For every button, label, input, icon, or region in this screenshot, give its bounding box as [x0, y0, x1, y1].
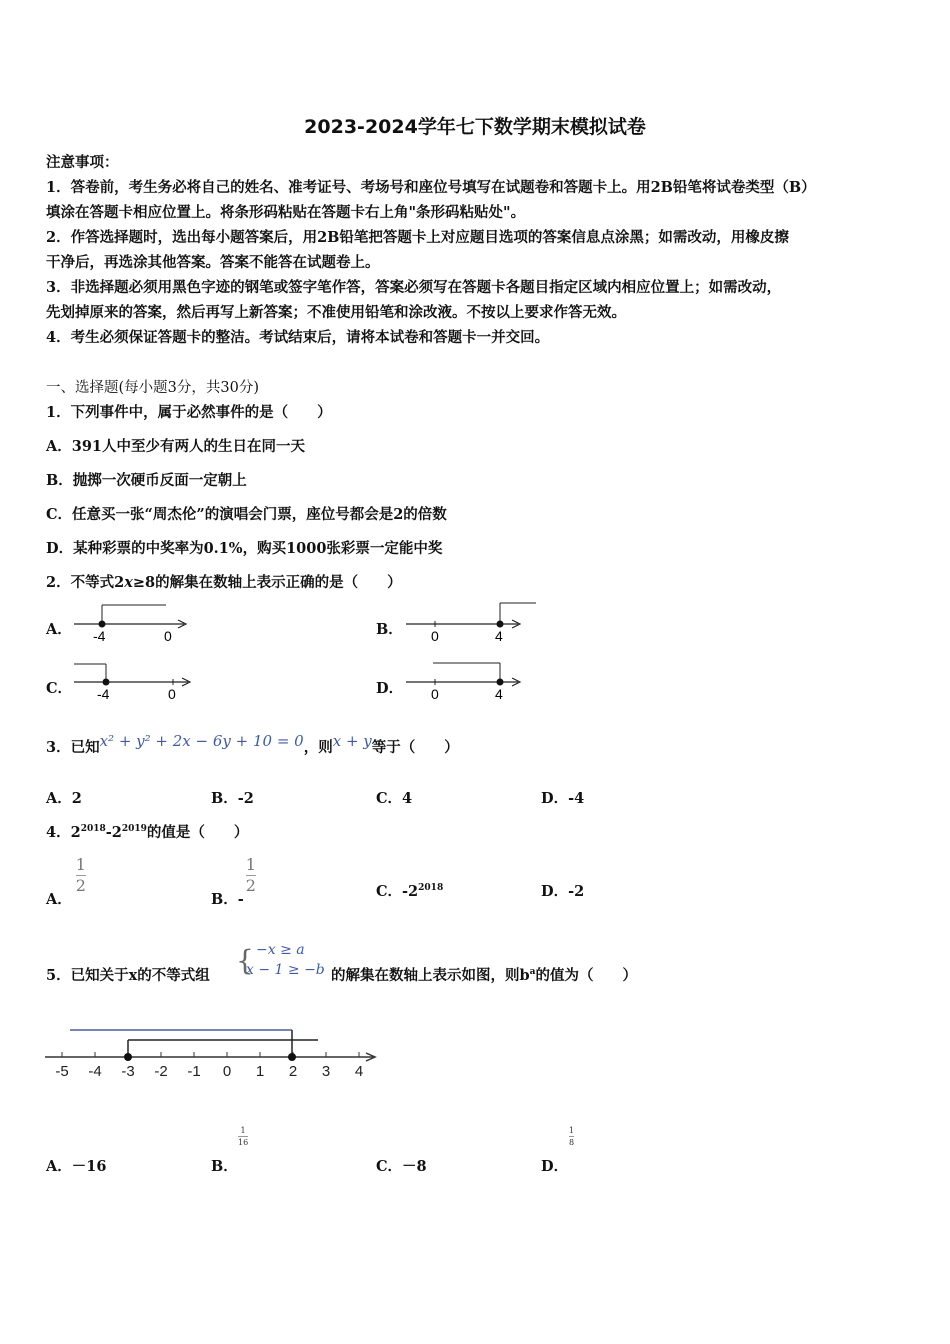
q3-option-a: A．2	[46, 790, 82, 807]
tick-label: 0	[431, 686, 439, 702]
tick-label: 0	[164, 628, 172, 644]
tick-label: -4	[93, 628, 106, 644]
q1-option-d: D．某种彩票的中奖率为0.1%，购买1000张彩票一定能中奖	[46, 540, 443, 557]
q4-option-c: C．$-2^{2018}$	[376, 883, 444, 900]
axis-tick-label: 2	[288, 1063, 298, 1080]
q3-option-c: C．4	[376, 790, 413, 807]
notice-line: 先划掉原来的答案，然后再写上新答案；不准使用铅笔和涂改液。不按以上要求作答无效。	[46, 304, 626, 321]
q5-option-c: C．－8	[376, 1158, 427, 1175]
q2-stem: 2．不等式2x≥8的解集在数轴上表示正确的是（ ）	[46, 574, 402, 591]
axis-tick-label: 4	[354, 1063, 364, 1080]
axis-tick-label: -4	[88, 1063, 102, 1080]
q4-stem: 4．$2^{2018}-2^{2019}$的值是（ ）	[46, 824, 249, 841]
axis-tick-label: -3	[121, 1063, 135, 1080]
notice-block	[46, 150, 816, 350]
q5-stem-post: 的解集在数轴上表示如图，则$b^a$的值为（ ）	[331, 967, 637, 984]
q3-option-b: B．-2	[211, 790, 254, 807]
tick-label: 0	[168, 686, 176, 702]
axis-tick-label: -2	[154, 1063, 168, 1080]
q2-label-d: D．	[376, 680, 404, 697]
q5-option-d-fraction: 1 8	[569, 1126, 575, 1147]
q2-numberline-a	[66, 598, 196, 648]
section-heading: 一、选择题(每小题3分，共30分)	[46, 380, 259, 396]
q3-option-d: D．-4	[541, 790, 585, 807]
notice-line: 3．非选择题必须用黑色字迹的钢笔或签字笔作答，答案必须写在答题卡各题目指定区域内相应位置上；如需改动，	[46, 279, 782, 296]
q2-numberline-c	[66, 656, 201, 706]
q5-option-b-label: B．	[211, 1158, 238, 1175]
notice-line: 2．作答选择题时，选出每小题答案后，用2B铅笔把答题卡上对应题目选项的答案信息点涂黑；如需改动，用橡皮擦	[46, 229, 789, 246]
q5-system: { −x ≥ a x − 1 ≥ −b	[236, 942, 325, 978]
q1-option-a: A．391人中至少有两人的生日在同一天	[46, 438, 306, 455]
axis-tick-label: 3	[321, 1063, 331, 1080]
q5-option-a: A．－16	[46, 1158, 107, 1175]
q5-stem-pre: 5．已知关于x的不等式组	[46, 967, 210, 984]
q2-label-c: C．	[46, 680, 73, 697]
q2-label-a: A．	[46, 621, 72, 638]
notice-line: 填涂在答题卡相应位置上。将条形码粘贴在答题卡右上角"条形码粘贴处"。	[46, 204, 526, 221]
tick-label: 0	[431, 628, 439, 644]
q1-stem: 1．下列事件中，属于必然事件的是（ ）	[46, 404, 332, 421]
notice-line: 4．考生必须保证答题卡的整洁。考试结束后，请将本试卷和答题卡一并交回。	[46, 329, 550, 346]
q5-inequality-2: x − 1 ≥ −b	[246, 962, 325, 978]
notice-line: 1．答卷前，考生务必将自己的姓名、准考证号、考场号和座位号填写在试题卷和答题卡上。用2B铅笔将试卷类型（B）	[46, 179, 816, 196]
q4-option-a: A．$\frac{1}{2}$	[46, 855, 86, 908]
notice-line: 干净后，再选涂其他答案。答案不能答在试题卷上。	[46, 254, 380, 271]
q4-option-b: B．$-\frac{1}{2}$	[211, 855, 256, 908]
tick-label: -4	[97, 686, 110, 702]
q1-option-b: B．抛掷一次硬币反面一定朝上	[46, 472, 247, 489]
tick-label: 4	[495, 686, 503, 702]
axis-tick-label: 1	[255, 1063, 265, 1080]
tick-label: 4	[495, 628, 503, 644]
axis-tick-label: 0	[222, 1063, 232, 1080]
notice-heading: 注意事项：	[46, 154, 119, 171]
q5-inequality-1: −x ≥ a	[256, 942, 305, 958]
q2-numberline-d	[400, 656, 530, 706]
q5-numberline	[40, 1020, 385, 1085]
q3-expression: x + y	[332, 732, 372, 750]
q3-stem: 3．已知x² + y² + 2x − 6y + 10 = 0，则x + y等于（ ）	[46, 732, 459, 756]
q5-option-d-label: D．	[541, 1158, 569, 1175]
q2-label-b: B．	[376, 621, 403, 638]
q5-option-b-fraction: 1 16	[238, 1126, 249, 1147]
q2-numberline-b	[400, 598, 540, 648]
axis-tick-label: -1	[187, 1063, 201, 1080]
q4-option-d: D．-2	[541, 883, 585, 900]
q3-equation: x² + y² + 2x − 6y + 10 = 0	[99, 732, 304, 750]
axis-tick-label: -5	[55, 1063, 69, 1080]
page-title: 2023-2024学年七下数学期末模拟试卷	[304, 116, 646, 138]
q1-option-c: C．任意买一张“周杰伦”的演唱会门票，座位号都会是2的倍数	[46, 506, 447, 523]
